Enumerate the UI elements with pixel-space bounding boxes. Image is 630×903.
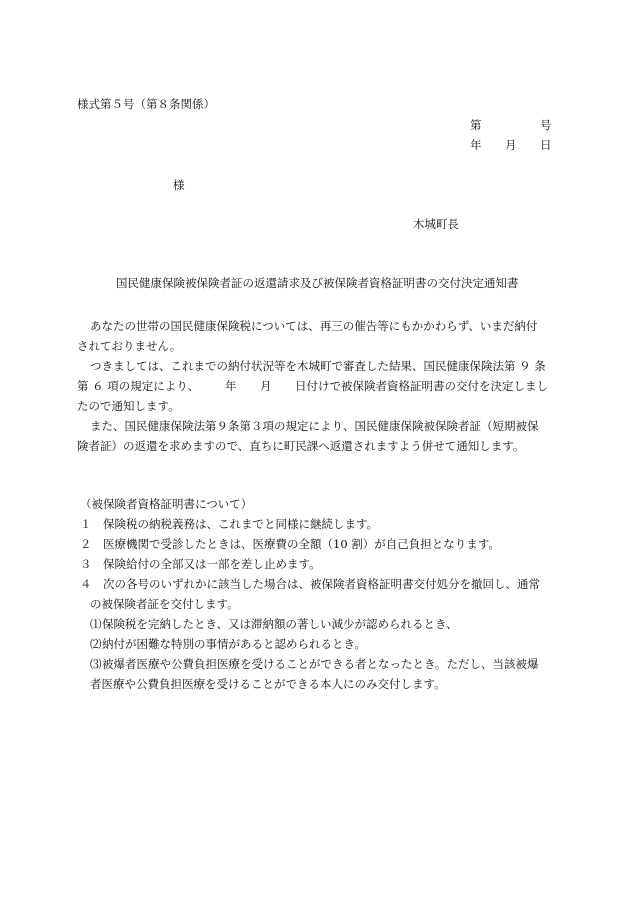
body-p2-month: 月 <box>260 379 272 393</box>
sub-item-3-text: 被爆者医療や公費負担医療を受けることができる者となったとき。ただし、当該被爆 <box>102 657 539 671</box>
note-item-4-text: 次の各号のいずれかに該当した場合は、被保険者資格証明書交付処分を撤回し、通常 <box>103 577 540 591</box>
note-item-2-num: ２ <box>80 537 92 551</box>
note-item-4-cont: の被保険者証を交付します。 <box>90 597 239 611</box>
note-item-2-text: 医療機関で受診したときは、医療費の全額（10 割）が自己負担となります。 <box>103 537 500 551</box>
body-p3-line1: また、国民健康保険法第９条第３項の規定により、国民健康保険被保険者証（短期被保 <box>90 419 539 433</box>
note-item-3-text: 保険給付の全部又は一部を差し止めます。 <box>103 557 321 571</box>
document-title: 国民健康保険被保険者証の返還請求及び被保険者資格証明書の交付決定通知書 <box>116 276 519 290</box>
date-year: 年 <box>470 138 482 152</box>
sub-item-3-cont: 者医療や公費負担医療を受けることができる本人にのみ交付します。 <box>90 677 446 691</box>
note-item-3-num: ３ <box>80 557 92 571</box>
note-item-1-text: 保険税の納税義務は、これまでと同様に継続します。 <box>103 517 379 531</box>
date-month: 月 <box>505 138 517 152</box>
number-go: 号 <box>540 118 552 132</box>
body-p1-line2: されておりません。 <box>77 339 182 353</box>
sub-item-2-text: 納付が困難な特別の事情があると認められるとき。 <box>102 637 367 651</box>
sub-item-2-num: ⑵ <box>90 637 102 651</box>
body-p2-year: 年 <box>225 379 237 393</box>
note-item-4-num: ４ <box>80 577 92 591</box>
body-p1-line1: あなたの世帯の国民健康保険税については、再三の催告等にもかかわらず、いまだ納付 <box>90 319 538 333</box>
sub-item-1-text: 保険税を完納したとき、又は滞納額の著しい減少が認められるとき、 <box>102 617 458 631</box>
body-p2-line1: つきましては、これまでの納付状況等を木城町で審査した結果、国民健康保険法第 ９ 条 <box>90 359 546 373</box>
body-p3-line2: 険者証）の返還を求めますので、直ちに町民課へ返還されますよう併せて通知します。 <box>77 439 525 453</box>
date-day: 日 <box>540 138 552 152</box>
addressee-suffix: 様 <box>173 178 185 192</box>
note-item-1-num: １ <box>80 517 92 531</box>
issuer: 木城町長 <box>413 217 459 231</box>
sub-item-1-num: ⑴ <box>90 617 102 631</box>
body-p2-line3: たので通知します。 <box>77 399 180 413</box>
form-label: 様式第５号（第８条関係） <box>77 97 215 111</box>
number-dai: 第 <box>470 118 482 132</box>
body-p2-line2b: 日付けで被保険者資格証明書の交付を決定しまし <box>295 379 548 393</box>
sub-item-3-num: ⑶ <box>90 657 102 671</box>
notes-heading: （被保険者資格証明書について） <box>80 497 253 511</box>
body-p2-line2a: 第 ６ 項の規定により、 <box>77 379 200 393</box>
